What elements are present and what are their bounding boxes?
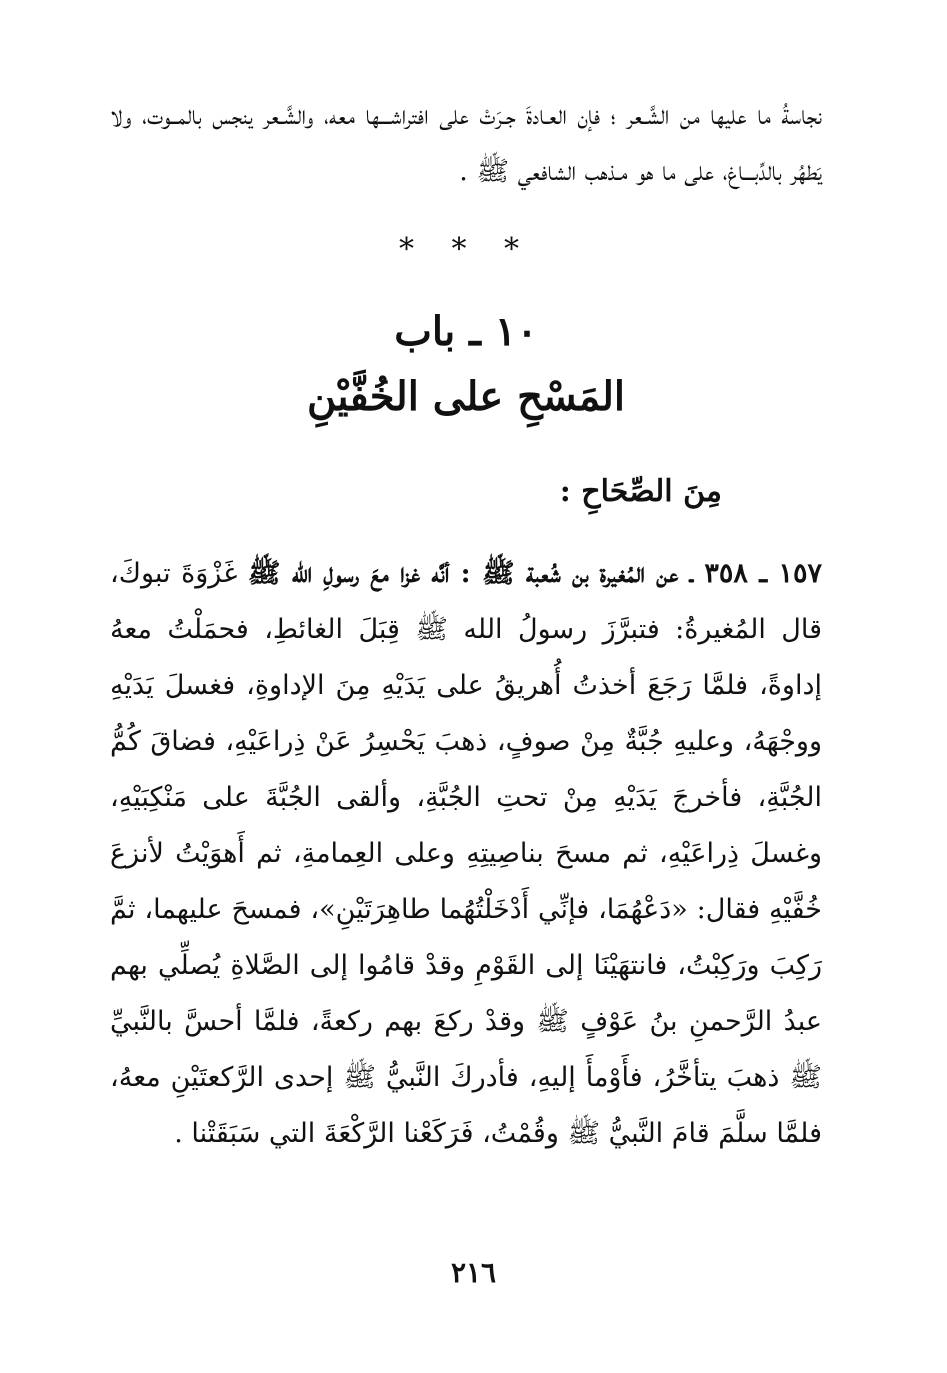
hadith-body: غَزْوَةَ تبوكَ، قال المُغيرةُ: فتبرَّزَ رسولُ الله ﷺ قِبَلَ الغائطِ، فحمَلْتُ معهُ إداوةً، فلمَّا رَجَعَ أخذتُ أُهريقُ على يَدَيْهِ مِنَ الإداوةِ، فغسلَ يَدَيْهِ ووجْهَهُ، وعليهِ جُبَّةٌ مِنْ صوفٍ، ذهبَ يَحْسِرُ عَنْ ذِراعَيْهِ، فضاقَ كُمُّ الجُبَّةِ، فأخرجَ يَدَيْهِ مِنْ تحتِ الجُبَّةِ، وألقى الجُبَّةَ على مَنْكِبَيْهِ، وغسلَ ذِراعَيْهِ، ثم مسحَ بناصِيتِهِ وعلى العِمامةِ، ثم أَهوَيْتُ لأنزعَ خُفَّيْهِ فقال: «دَعْهُمَا، فإنِّي أَدْخَلْتُهُما طاهِرَتَيْنِ»، فمسحَ عليهما، ثمَّ رَكِبَ ورَكِبْتُ، فانتهَيْنَا إلى القَوْمِ وقدْ قامُوا إلى الصَّلاةِ يُصلِّي بهم عبدُ الرَّحمنِ بنُ عَوْفٍ ﷺ وقدْ ركعَ بهم ركعةً، فلمَّا أحسَّ بالنَّبيِّ ﷺ ذهبَ يتأخَّرُ، فأَوْمأَ إليهِ، فأدركَ النَّبيُّ ﷺ إحدى الرَّكعتَيْنِ معهُ، فلمَّا سلَّمَ قامَ النَّبيُّ ﷺ وقُمْتُ، فَرَكَعْنا الرَّكْعَةَ التي سَبَقَتْنا . [110,558,822,1149]
chapter-number: ١٠ ـ باب [394,308,538,355]
source-label: مِنَ الصِّحَاحِ : [559,474,722,509]
hadith-intro: ١٥٧ ـ ٣٥٨ ـ عن المُغيرة بن شُعبة ﷺ : أنَّه غزا معَ رسولِ الله ﷺ [247,558,822,589]
book-page [110,88,822,1348]
hadith-paragraph [110,546,822,1162]
section-separator: * * * [398,232,534,267]
page-number: ٢١٦ [450,1256,497,1289]
chapter-title: المَسْحِ على الخُفَّيْنِ [306,373,626,420]
top-paragraph: نجاسةُ ما عليها من الشَّـعر ؛ فإن العـادةَ جـرَتْ على افتراشـــها معه، والشَّـعر ينجس بالمــوت، ولا يَطهُر بالدِّبـــاغ، على ما هو مـذهب الشافعي ﷺ . [110,100,822,187]
